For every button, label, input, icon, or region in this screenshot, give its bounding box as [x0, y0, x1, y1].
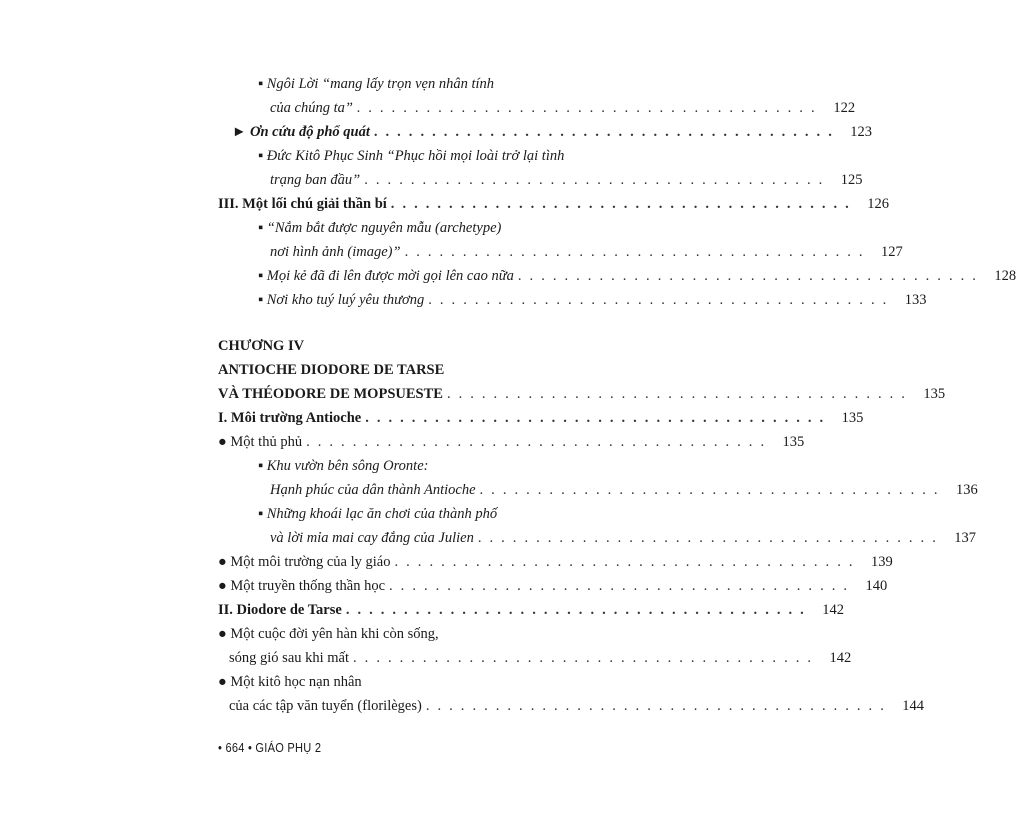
toc-page-number: 133 [904, 292, 927, 308]
toc-entry [218, 383, 946, 405]
toc-entry-title: và lời mỉa mai cay đắng của Julien [270, 530, 474, 546]
dot-leader: . . . . . . . . . . . . . . . . . . . . . . . . . . . . . . . . . . . . . . . . [428, 292, 889, 308]
dot-leader: . . . . . . . . . . . . . . . . . . . . . . . . . . . . . . . . . . . . . . . . [390, 196, 851, 212]
toc-entry [218, 623, 603, 645]
toc-entry-title: ▪ Mọi kẻ đã đi lên được mời gọi lên cao nữa [258, 268, 514, 284]
toc-entry-title: ● Một môi trường của ly giáo [218, 554, 391, 570]
toc-entry-title: ▪ Đức Kitô Phục Sinh “Phục hồi mọi loài trở lại tình [258, 148, 565, 164]
toc-entry-title: ● Một thủ phủ [218, 434, 303, 450]
page-footer: • 664 • GIÁO PHỤ 2 [218, 740, 322, 755]
toc-entry-title: trạng ban đầu” [270, 172, 361, 188]
toc-entry [258, 289, 927, 311]
toc-entry-title: Hạnh phúc của dân thành Antioche [270, 482, 476, 498]
toc-entry [218, 599, 844, 621]
toc-entry-title: III. Một lối chú giải thần bí [218, 196, 387, 212]
dot-leader: . . . . . . . . . . . . . . . . . . . . . . . . . . . . . . . . . . . . . . . . [364, 172, 825, 188]
toc-page-number: 140 [865, 578, 888, 594]
toc-page-number: 125 [840, 172, 863, 188]
dot-leader: . . . . . . . . . . . . . . . . . . . . . . . . . . . . . . . . . . . . . . . . [404, 244, 865, 260]
dot-leader: . . . . . . . . . . . . . . . . . . . . . . . . . . . . . . . . . . . . . . . . [353, 650, 814, 666]
toc-page-number: 135 [841, 410, 864, 426]
toc-entry [270, 479, 978, 501]
dot-leader: . . . . . . . . . . . . . . . . . . . . . . . . . . . . . . . . . . . . . . . . [477, 530, 939, 546]
toc-entry [270, 527, 977, 549]
toc-entry-title: ● Một truyền thống thần học [218, 578, 386, 594]
toc-entry [258, 503, 603, 525]
toc-page-number: 135 [782, 434, 805, 450]
toc-entry-title: ● Một cuộc đời yên hàn khi còn sống, [218, 626, 439, 642]
toc-page-number: 122 [833, 100, 856, 116]
dot-leader: . . . . . . . . . . . . . . . . . . . . . . . . . . . . . . . . . . . . . . . . [517, 268, 979, 284]
toc-entry-title: của các tập văn tuyển (florilèges) [229, 698, 422, 714]
toc-entry-title: II. Diodore de Tarse [218, 602, 342, 618]
toc-entry [232, 121, 873, 143]
toc-entry-title: I. Môi trường Antioche [218, 410, 362, 426]
toc-entry [270, 169, 863, 191]
toc-page-number: 126 [867, 196, 889, 212]
toc-entry-title: nơi hình ảnh (image)” [270, 244, 401, 260]
toc-entry [218, 431, 805, 453]
dot-leader: . . . . . . . . . . . . . . . . . . . . . . . . . . . . . . . . . . . . . . . . [394, 554, 855, 570]
chapter-number: CHƯƠNG IV [218, 338, 305, 354]
dot-leader: . . . . . . . . . . . . . . . . . . . . . . . . . . . . . . . . . . . . . . . . [373, 124, 835, 140]
toc-page-number: 142 [822, 602, 844, 618]
toc-page-number: 136 [955, 482, 978, 498]
toc-entry [258, 217, 603, 239]
toc-entry-title: ▪ “Nắm bắt được nguyên mẫu (archetype) [258, 220, 502, 236]
dot-leader: . . . . . . . . . . . . . . . . . . . . . . . . . . . . . . . . . . . . . . . . [425, 698, 887, 714]
toc-entry [258, 455, 603, 477]
toc-entry [270, 241, 903, 263]
toc-entry-title: ▪ Ngôi Lời “mang lấy trọn vẹn nhân tính [258, 76, 495, 92]
toc-page-number: 123 [850, 124, 873, 140]
toc-page-number: 144 [902, 698, 925, 714]
chapter-title: ANTIOCHE DIODORE DE TARSE [218, 362, 445, 378]
dot-leader: . . . . . . . . . . . . . . . . . . . . . . . . . . . . . . . . . . . . . . . . [446, 386, 908, 402]
toc-entry [218, 575, 888, 597]
toc-page-number: 128 [994, 268, 1016, 284]
toc-entry [218, 551, 893, 573]
toc-entry [258, 73, 603, 95]
toc-entry-title: sóng gió sau khi mất [229, 650, 350, 666]
chapter-heading [218, 335, 603, 357]
toc-page-number: 127 [881, 244, 903, 260]
toc-page-number: 135 [923, 386, 946, 402]
dot-leader: . . . . . . . . . . . . . . . . . . . . . . . . . . . . . . . . . . . . . . . . [306, 434, 767, 450]
dot-leader: . . . . . . . . . . . . . . . . . . . . . . . . . . . . . . . . . . . . . . . . [345, 602, 806, 618]
toc-entry [258, 265, 1016, 287]
toc-entry-title: ▪ Khu vườn bên sông Oronte: [258, 458, 429, 474]
toc-entry [258, 145, 603, 167]
dot-leader: . . . . . . . . . . . . . . . . . . . . . . . . . . . . . . . . . . . . . . . . [365, 410, 826, 426]
toc-entry-title: ► Ơn cứu độ phổ quát [232, 124, 370, 140]
chapter-title-line [218, 359, 603, 381]
toc-page-number: 139 [870, 554, 893, 570]
dot-leader: . . . . . . . . . . . . . . . . . . . . . . . . . . . . . . . . . . . . . . . . [389, 578, 850, 594]
toc-entry-title: ▪ Những khoái lạc ăn chơi của thành phố [258, 506, 498, 522]
toc-entry [218, 671, 603, 693]
toc-entry-title: ● Một kitô học nạn nhân [218, 674, 362, 690]
toc-entry [218, 407, 864, 429]
toc-entry [229, 695, 925, 717]
toc-entry-title: VÀ THÉODORE DE MOPSUESTE [218, 386, 443, 402]
toc-entry [270, 97, 856, 119]
toc-entry-title: của chúng ta” [270, 100, 353, 116]
toc-entry [218, 193, 889, 215]
toc-page-number: 142 [829, 650, 852, 666]
toc-page-number: 137 [954, 530, 977, 546]
toc-entry-title: ▪ Nơi kho tuý luý yêu thương [258, 292, 425, 308]
dot-leader: . . . . . . . . . . . . . . . . . . . . . . . . . . . . . . . . . . . . . . . . [356, 100, 818, 116]
dot-leader: . . . . . . . . . . . . . . . . . . . . . . . . . . . . . . . . . . . . . . . . [479, 482, 940, 498]
toc-entry [229, 647, 852, 669]
